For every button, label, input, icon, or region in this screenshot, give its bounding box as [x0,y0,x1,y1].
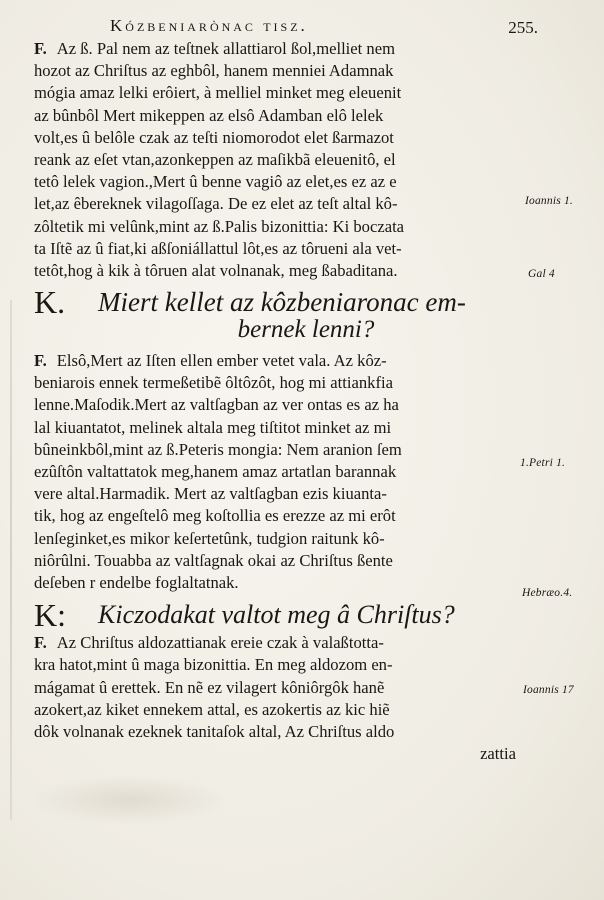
text-line [34,632,518,654]
heading-2-line-1: Kiczodakat valtot meg â Chriſtus? [98,600,455,630]
text-line [34,528,518,550]
line-text: deſeben r endelbe foglaltatnak. [34,572,239,592]
line-text: reank az eſet vtan,azonkeppen az maſikbã eleuenitô, el [34,149,396,169]
line-text: Az ß. Pal nem az teſtnek allattiarol ßol,melliet nem [56,39,395,58]
text-line [34,699,518,721]
page-header [110,4,538,38]
line-text: vere altal.Harmadik. Mert az valtſagban ezis kiuanta- [34,484,387,504]
heading-1-question-mark: K. [34,284,66,321]
text-line [34,127,518,149]
heading-2 [34,597,518,634]
margin-note-ioannis-1: Ioannis 1. [525,195,573,207]
heading-1-line-2: bernek lenni? [237,316,375,344]
line-text: zôltetik mi velûnk,mint az ß.Palis bizonittia: Ki boczata [34,216,405,236]
line-text: ezûſtôn valtattatok meg,hanem amaz artatlan barannak [34,462,397,481]
text-line [34,350,518,372]
text-line [34,238,518,260]
text-line [34,60,518,82]
section-1 [34,38,518,282]
line-text: tetô lelek vagion.,Mert û benne vagiô az elet,es ez az e [34,172,397,192]
text-line [34,417,518,439]
line-text: hozot az Chriſtus az eghbôl, hanem menniei Adamnak [34,61,394,81]
line-text: niôrûlni. Touabba az valtſagnak okai az Chriſtus ßente [34,550,393,570]
text-line [34,105,518,127]
text-line [34,654,518,676]
text-line [34,721,518,743]
line-text: mágamat û erettek. En nẽ ez vilagert kôniôrgôk hanẽ [34,677,385,697]
margin-note-petri-1: 1.Petri 1. [520,457,566,469]
line-text: kra hatot,mint û maga bizonittia. En meg aldozom en- [34,655,393,675]
heading-1-line-1: Miert kellet az kôzbeniaronac em- [98,287,466,318]
section-2 [34,350,518,594]
line-text: zattia [480,744,516,764]
margin-note-hebraeo-4: Hebræo.4. [522,587,573,599]
line-text: let,az êbereknek vilagoſſaga. De ez elet az teſt altal kô- [34,194,398,214]
answer-label: F. [34,39,47,58]
line-text: lenne.Maſodik.Mert az valtſagban az ver ontas es az ha [34,395,399,415]
line-text: mógia amaz lelki erôiert, à melliel minket meg eleuenit [34,83,402,103]
body-text [34,38,518,765]
margin-note-ioannis-17: Ioannis 17 [523,684,574,696]
line-text: tik, hog az engeſtelô meg koſtollia es erezze az mi erôt [34,506,396,526]
text-line [34,461,518,483]
answer-label: F. [34,351,47,371]
page-number: 255. [508,18,538,37]
line-text: dôk volnanak ezeknek tanitaſok altal, Az Chriſtus aldo [34,721,395,741]
heading-1 [34,284,518,321]
heading-2-question-mark: K: [34,597,66,634]
text-line [34,550,518,572]
text-line [34,193,518,215]
text-line [34,394,518,416]
text-line [34,505,518,527]
line-text: Az Chriſtus aldozattianak ereie czak à valaßtotta- [56,633,384,653]
gutter-shadow [10,300,12,820]
line-text: lal kiuantatot, melinek altala meg tiſtitot minket az mi [34,417,392,437]
line-text: lenſeginket,es mikor keſertetûnk, tudgion raitunk kô- [34,528,385,548]
text-line [34,149,518,171]
text-line [34,216,518,238]
text-line [34,260,518,282]
line-text: volt,es û belôle czak az teſti niomorodot elet ßarmazot [34,127,394,147]
text-line [34,372,518,394]
margin-note-gal-4: Gal 4 [528,268,555,280]
line-text: azokert,az kiket ennekem attal, es azokertis az kic hiẽ [34,699,390,719]
text-line [34,677,518,699]
line-text: az bûnbôl Mert mikeppen az elsô Adamban elô lelek [34,105,384,125]
paper-stain [30,775,230,825]
text-line [34,171,518,193]
line-text: ta Iſtẽ az û fiat,ki aßſoniállattul lôt,es az tôrueni ala vet- [34,238,402,258]
text-line [34,439,518,461]
line-text: beniarois ennek termeßetibẽ ôltôzôt, hog mi attiankfia [34,373,393,393]
text-line [34,82,518,104]
running-title: Kózbeniarònac tisz. [110,16,308,35]
text-line [34,743,518,765]
text-line [34,38,518,60]
line-text: bûneinkbôl,mint az ß.Peteris mongia: Nem aranion ſem [34,439,402,459]
line-text: tetôt,hog à kik à tôruen alat volnanak, meg ßabaditana. [34,260,398,280]
text-line [34,483,518,505]
text-line [34,572,518,594]
answer-label: F. [34,633,47,653]
line-text: Elsô,Mert az Iſten ellen ember vetet vala. Az kôz- [56,351,387,371]
section-3 [34,632,518,765]
